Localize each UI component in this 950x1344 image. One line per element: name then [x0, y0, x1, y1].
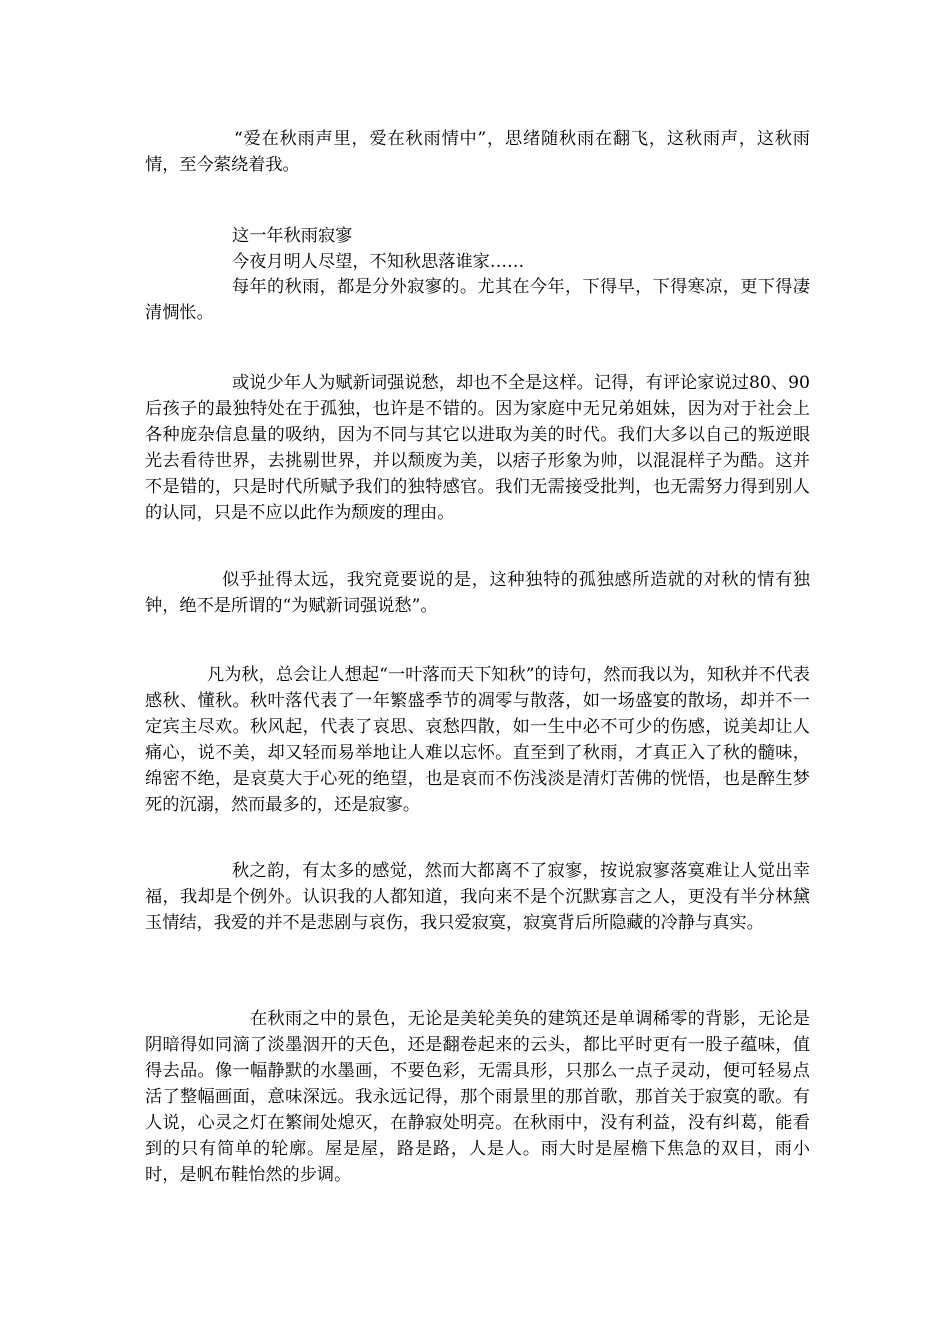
- paragraph-5: 凡为秋，总会让人想起“一叶落而天下知秋”的诗句，然而我以为，知秋并不代表感秋、懂秋。秋叶落代表了一年繁盛季节的凋零与散落，如一场盛宴的散场，却并不一定宾主尽欢。秋风起，代表了哀思、哀愁四散，如一生中必不可少的伤感，说美却让人痛心，说不美，却又轻而易举地让人难以忘怀。直至到了秋雨，才真正入了秋的髓味，绵密不绝，是哀莫大于心死的绝望，也是哀而不伤浅淡是清灯苦佛的恍悟，也是醉生梦死的沉溺，然而最多的，还是寂寥。: [145, 665, 810, 815]
- poem-line: 今夜月明人尽望，不知秋思落谁家……: [232, 252, 525, 272]
- section-heading: 这一年秋雨寂寥: [232, 226, 353, 246]
- paragraph-6: 秋之韵，有太多的感觉，然而大都离不了寂寥，按说寂寥落寞难让人觉出幸福，我却是个例外。认识我的人都知道，我向来不是个沉默寡言之人，更没有半分林黛玉情结，我爱的并不是悲剧与哀伤，我只爱寂寞，寂寞背后所隐藏的冷静与真实。: [145, 861, 810, 933]
- paragraph-7: 在秋雨之中的景色，无论是美轮美奂的建筑还是单调稀零的背影，无论是阴暗得如同滴了淡墨洇开的天色，还是翻卷起来的云头，都比平时更有一股子蕴味，值得去品。像一幅静默的水墨画，不要色彩，无需具形，只那么一点子灵动，便可轻易点活了整幅画面，意味深远。我永远记得，那个雨景里的那首歌，那首关于寂寞的歌。有人说，心灵之灯在繁闹处熄灭，在静寂处明亮。在秋雨中，没有利益，没有纠葛，能看到的只有简单的轮廓。屋是屋，路是路，人是人。雨大时是屋檐下焦急的双目，雨小时，是帆布鞋怡然的步调。: [145, 1009, 810, 1185]
- paragraph-4: 似乎扯得太远，我究竟要说的是，这种独特的孤独感所造就的对秋的情有独钟，绝不是所谓的“为赋新词强说愁”。: [145, 570, 810, 616]
- paragraph-3: 或说少年人为赋新词强说愁，却也不全是这样。记得，有评论家说过80、90后孩子的最独特处在于孤独，也许是不错的。因为家庭中无兄弟姐妹，因为对于社会上各种庞杂信息量的吸纳，因为不同与其它以进取为美的时代。我们大多以自己的叛逆眼光去看待世界，去挑剔世界，并以颓废为美，以痞子形象为帅，以混混样子为酷。这并不是错的，只是时代所赋予我们的独特感官。我们无需接受批判，也无需努力得到别人的认同，只是不应以此作为颓废的理由。: [145, 373, 810, 523]
- paragraph-2: 每年的秋雨，都是分外寂寥的。尤其在今年，下得早，下得寒凉，更下得凄清惆怅。: [145, 277, 810, 323]
- paragraph-1: “爱在秋雨声里，爱在秋雨情中”，思绪随秋雨在翻飞，这秋雨声，这秋雨情，至今萦绕着我。: [145, 129, 810, 175]
